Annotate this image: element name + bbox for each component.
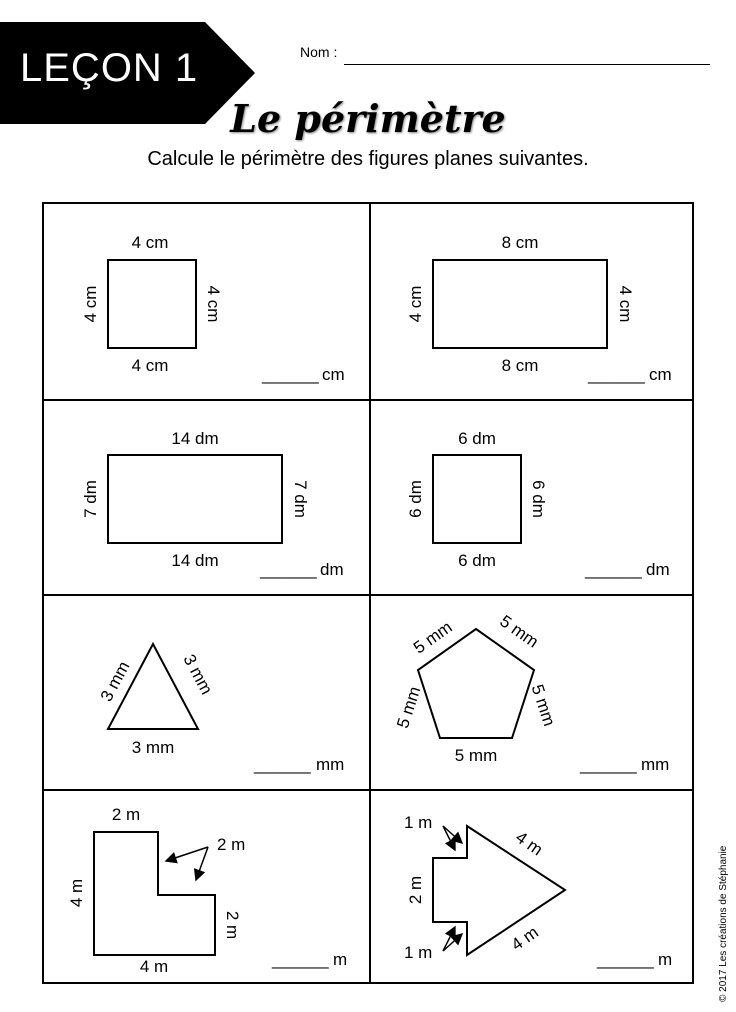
side-label-left: 7 dm: [81, 480, 100, 518]
answer-blank[interactable]: ______: [262, 365, 319, 384]
answer-blank[interactable]: ______: [254, 755, 311, 774]
side-label-upper-diagonal: 4 m: [512, 827, 547, 860]
answer-unit: mm: [641, 755, 670, 774]
side-label-left: 4 cm: [406, 285, 425, 323]
side-label-top: 4 cm: [131, 233, 169, 252]
answer-blank[interactable]: ______: [597, 950, 654, 969]
answer-unit: cm: [649, 365, 672, 384]
answer-blank[interactable]: ______: [260, 560, 317, 579]
figure-square-dm: [406, 429, 670, 579]
side-label-notch-top: 1 m: [404, 813, 433, 832]
side-label-bottom: 6 dm: [458, 551, 496, 570]
side-label-left: 4 m: [67, 878, 86, 908]
side-label-top: 2 m: [111, 805, 141, 824]
side-label-upper-right: 5 mm: [496, 611, 543, 652]
answer-unit: dm: [320, 560, 344, 579]
answer-blank[interactable]: ______: [588, 365, 645, 384]
side-label-top: 6 dm: [458, 429, 496, 448]
figure-arrow-shape-m: [404, 813, 672, 969]
answer-blank[interactable]: ______: [580, 755, 637, 774]
side-label-bottom: 8 cm: [501, 356, 539, 375]
side-label-left: 6 dm: [406, 480, 425, 518]
side-label-right: 6 dm: [529, 480, 548, 518]
side-label-right: 4 cm: [204, 285, 223, 323]
side-label-left: 2 m: [406, 875, 425, 905]
answer-unit: mm: [316, 755, 345, 774]
lesson-label: LEÇON 1: [20, 46, 199, 90]
answer-unit: m: [333, 950, 348, 969]
side-label-bottom: 4 m: [139, 957, 169, 976]
side-label-right: 4 cm: [616, 285, 635, 323]
side-label-left: 3 mm: [96, 658, 134, 705]
side-label-top: 14 dm: [171, 429, 219, 448]
figure-rectangle-cm: [406, 233, 672, 384]
side-label-top: 8 cm: [501, 233, 539, 252]
side-label-left: 4 cm: [81, 285, 100, 323]
figure-square-cm: [81, 233, 345, 384]
side-label-lower-diagonal: 4 m: [507, 922, 542, 955]
figure-rectangle-dm: [81, 429, 344, 579]
side-label-bottom: 5 mm: [454, 746, 498, 765]
side-label-right: 2 m: [223, 910, 242, 940]
side-label-upper-left: 5 mm: [409, 617, 456, 658]
side-label-bottom: 4 cm: [131, 356, 169, 375]
answer-unit: dm: [646, 560, 670, 579]
page-title: Le périmètre: [230, 96, 506, 141]
answer-blank[interactable]: ______: [585, 560, 642, 579]
name-label: Nom :: [300, 44, 338, 60]
side-label-right: 7 dm: [291, 480, 310, 518]
copyright-notice: © 2017 Les créations de Stéphanie: [718, 845, 729, 1002]
answer-unit: cm: [322, 365, 345, 384]
side-label-bottom: 14 dm: [171, 551, 219, 570]
answer-blank[interactable]: ______: [272, 950, 329, 969]
side-label-lower-right: 5 mm: [527, 682, 559, 729]
side-label-lower-left: 5 mm: [393, 684, 425, 731]
side-label-bottom: 3 mm: [131, 738, 175, 757]
side-label-notch-bottom: 1 m: [404, 943, 433, 962]
figure-triangle-mm: [97, 644, 345, 774]
figure-l-shape-m: [67, 805, 347, 976]
side-label-notch: 2 m: [217, 835, 246, 854]
instruction-text: Calcule le périmètre des figures planes suivantes.: [147, 148, 589, 170]
side-label-right: 3 mm: [179, 651, 217, 698]
figure-pentagon-mm: [393, 612, 669, 774]
answer-unit: m: [658, 950, 673, 969]
